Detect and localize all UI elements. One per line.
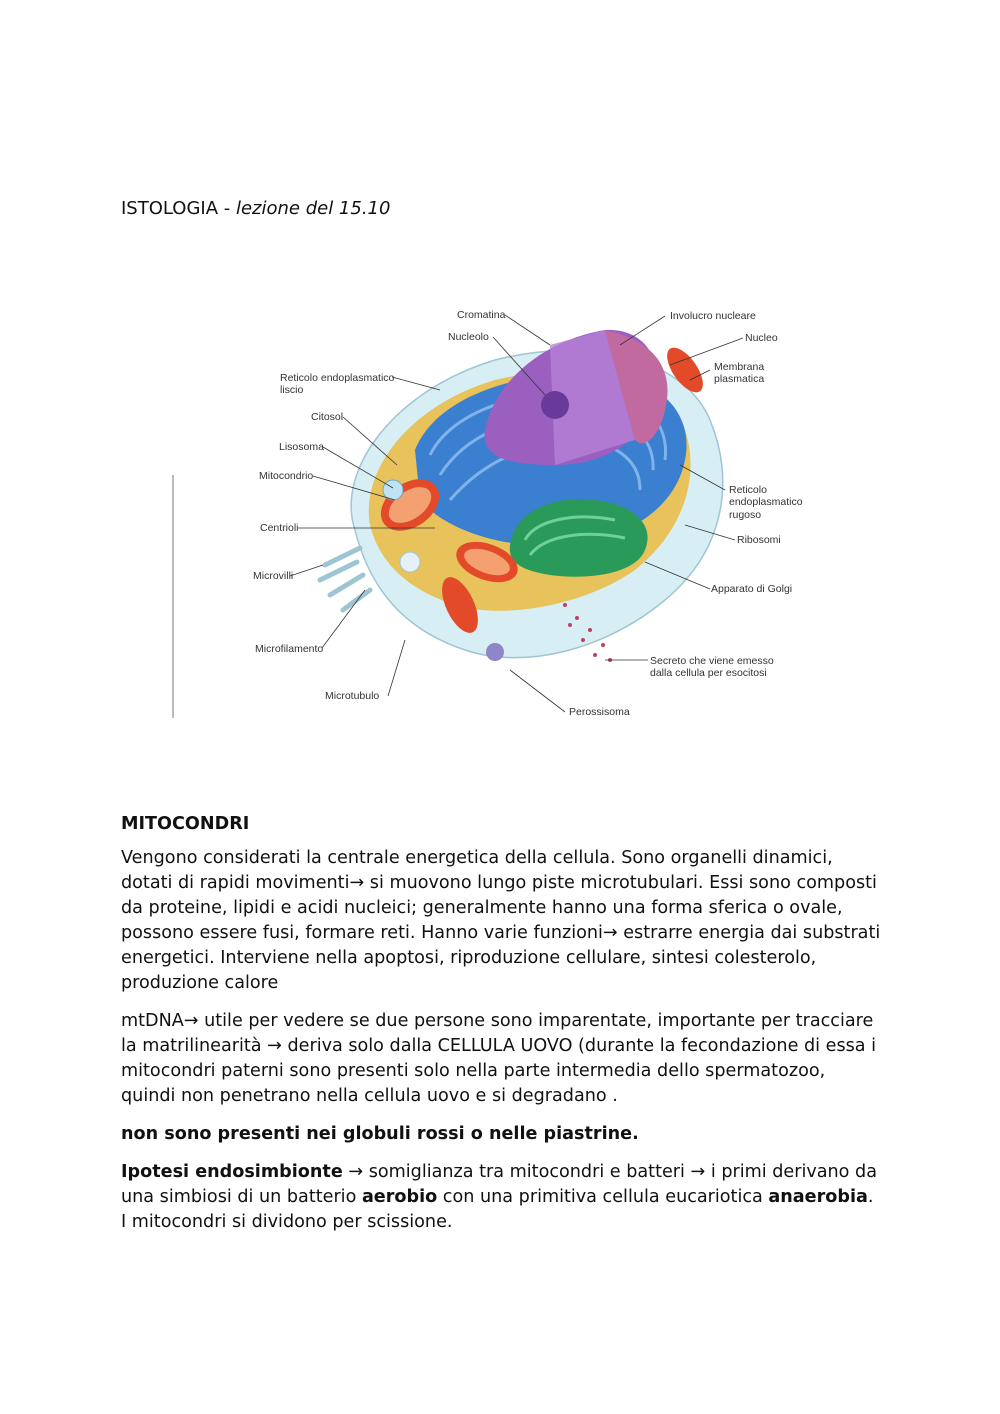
term-anaerobia: anaerobia [768, 1187, 868, 1207]
label-cromatina: Cromatina [457, 309, 506, 321]
label-lisosoma: Lisosoma [279, 441, 324, 453]
header-lesson: lezione del 15.10 [235, 198, 391, 219]
label-mitocondrio: Mitocondrio [259, 470, 314, 482]
term-aerobio: aerobio [361, 1187, 438, 1207]
label-rer-1: Reticolo [729, 484, 767, 496]
text-segment-1: → somiglianza tra mitocondri e batteri → i primi derivano da una simbiosi di un batterio [121, 1162, 877, 1207]
mitocondri-section [121, 812, 881, 1248]
paragraph-mtdna: mtDNA→ utile per vedere se due persone sono imparentate, importante per tracciare la matrilinearità → deriva solo dalla CELLULA UOVO (durante la fecondazione di essa i mitocondri paterni sono presenti solo nella parte intermedia dello spermatozoo, quindi non penetrano nella cellula uovo e si degradano . [121, 1011, 877, 1106]
section-title: MITOCONDRI [121, 814, 250, 834]
label-secreto-1: Secreto che viene emesso [650, 655, 774, 667]
label-rer-3: rugoso [729, 509, 762, 521]
label-nucleo: Nucleo [745, 332, 778, 344]
paragraph-note: non sono presenti nei globuli rossi o nelle piastrine. [121, 1124, 639, 1144]
label-nucleolo: Nucleolo [448, 331, 489, 343]
text-segment-2: con una primitiva cellula eucariotica [437, 1187, 769, 1207]
cell-diagram [165, 300, 825, 725]
term-endosimbionte: Ipotesi endosimbionte [121, 1162, 343, 1182]
label-rel-2: liscio [280, 384, 304, 396]
label-centrioli: Centrioli [260, 522, 299, 534]
paragraph-intro: Vengono considerati la centrale energetica della cellula. Sono organelli dinamici, dotati di rapidi movimenti→ si muovono lungo piste microtubulari. Essi sono composti da proteine, lipidi e acidi nucleici; generalmente hanno una forma sferica o ovale, possono essere fusi, formare reti. Hanno varie funzioni→ estrarre energia dai substrati energetici. Interviene nella apoptosi, riproduzione cellulare, sintesi colesterolo, produzione calore [121, 848, 881, 993]
label-rel-1: Reticolo endoplasmatico [280, 372, 395, 384]
label-perossisoma: Perossisoma [569, 706, 630, 718]
label-membrana-2: plasmatica [714, 373, 765, 385]
label-microfilamento: Microfilamento [255, 643, 324, 655]
label-ribosomi: Ribosomi [737, 534, 781, 546]
page-header [121, 197, 390, 221]
label-microvilli: Microvilli [253, 570, 294, 582]
label-involucro: Involucro nucleare [670, 310, 756, 322]
header-subject: ISTOLOGIA - [121, 198, 236, 219]
label-membrana-1: Membrana [714, 361, 765, 373]
label-citosol: Citosol [311, 411, 344, 423]
label-secreto-2: dalla cellula per esocitosi [650, 667, 767, 679]
label-golgi: Apparato di Golgi [711, 583, 793, 595]
label-microtubulo: Microtubulo [325, 690, 380, 702]
label-rer-2: endoplasmatico [729, 496, 803, 508]
text-segment-3: . I mitocondri si dividono per scissione. [121, 1187, 874, 1232]
paragraph-endosimbionte [121, 1160, 881, 1235]
